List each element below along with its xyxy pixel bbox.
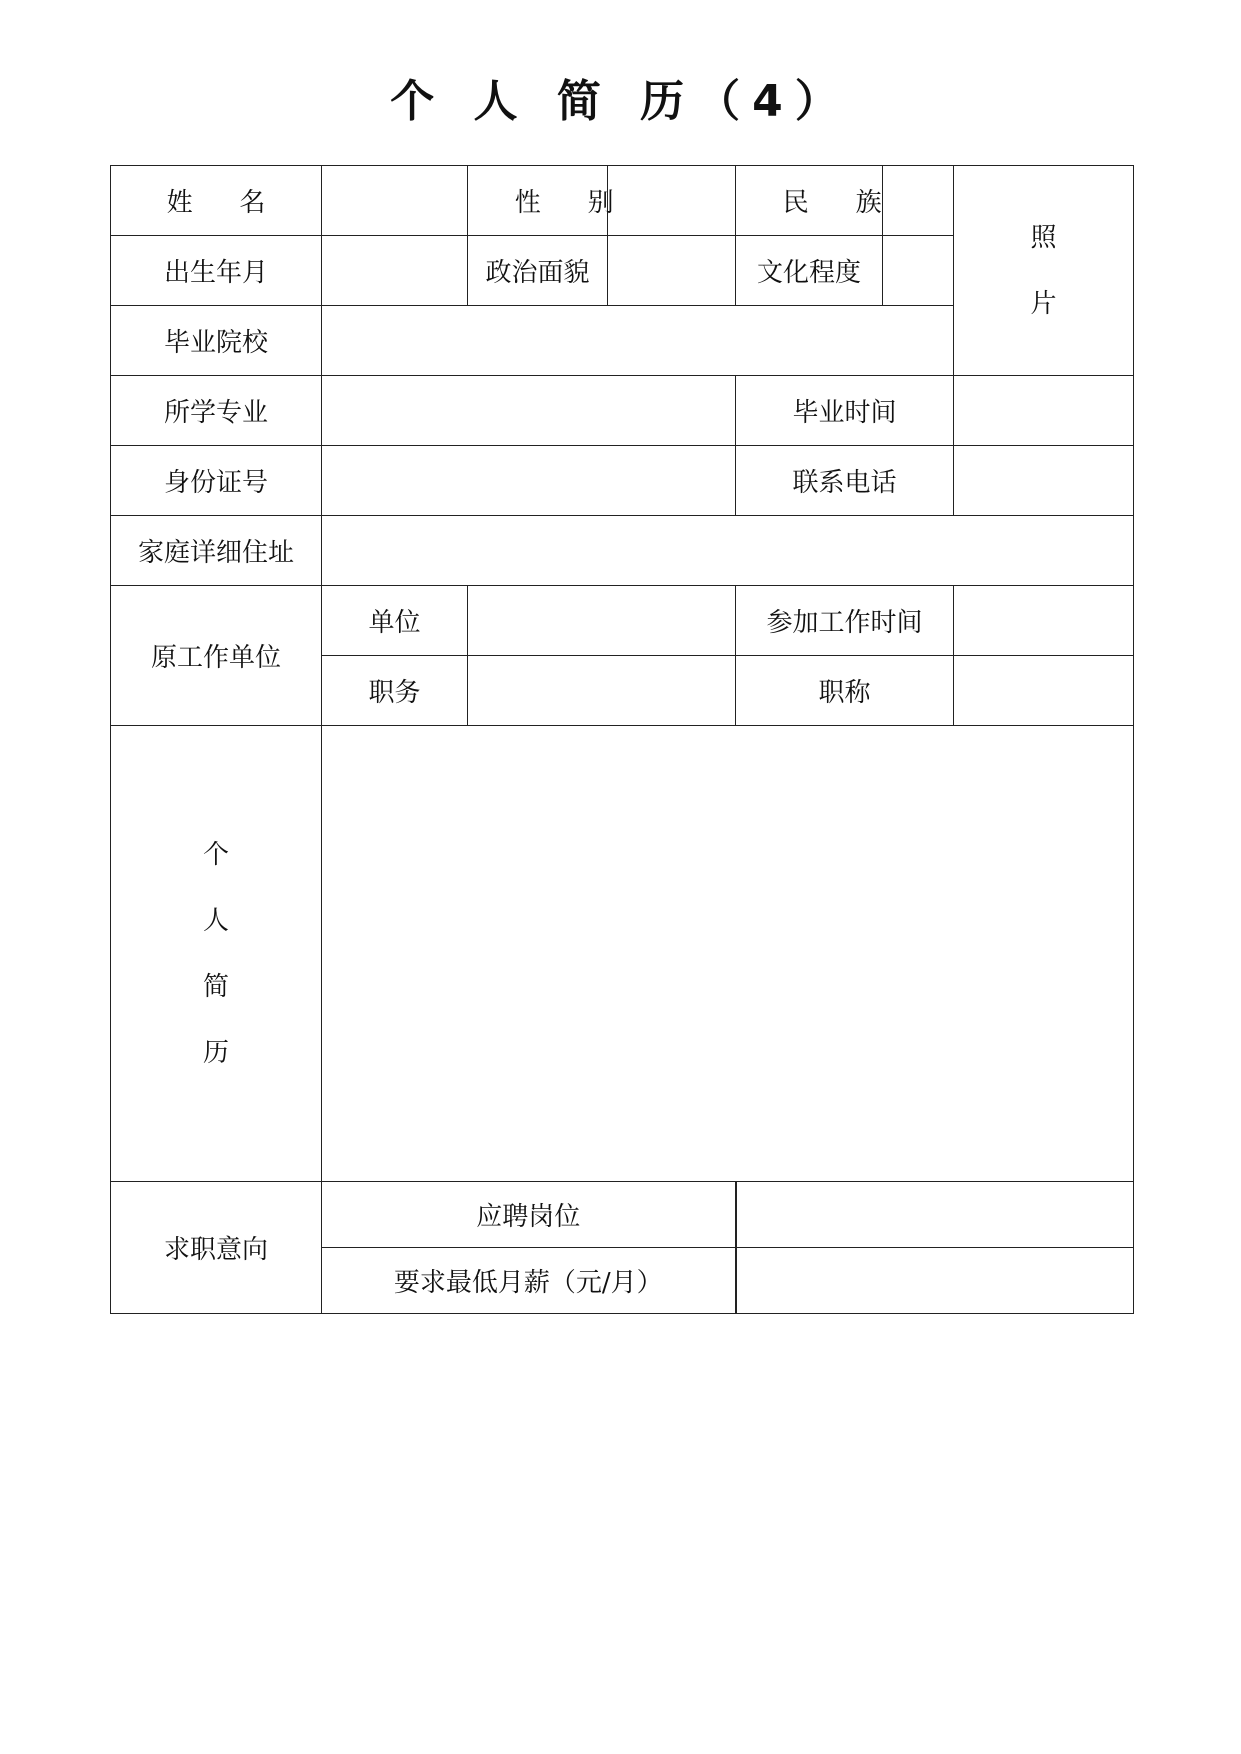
field-phone[interactable] bbox=[954, 446, 1134, 516]
row-address bbox=[111, 516, 1134, 586]
field-education[interactable] bbox=[883, 236, 954, 306]
field-unit[interactable] bbox=[468, 586, 736, 656]
photo-label-1: 照 bbox=[1030, 222, 1057, 253]
label-resume-char-1: 个 bbox=[202, 839, 229, 870]
label-position: 应聘岗位 bbox=[322, 1182, 736, 1248]
label-phone: 联系电话 bbox=[736, 446, 954, 516]
photo-label-2: 片 bbox=[1030, 288, 1057, 319]
field-address[interactable] bbox=[322, 516, 1134, 586]
label-min-salary: 要求最低月薪（元/月） bbox=[322, 1248, 736, 1314]
field-id-number[interactable] bbox=[322, 446, 736, 516]
photo-cell[interactable] bbox=[954, 166, 1134, 376]
field-name[interactable] bbox=[322, 166, 468, 236]
row-name bbox=[111, 166, 1134, 236]
label-prev-employer: 原工作单位 bbox=[111, 586, 322, 726]
field-resume[interactable] bbox=[322, 726, 1134, 1182]
label-major: 所学专业 bbox=[111, 376, 322, 446]
label-job-intent: 求职意向 bbox=[111, 1182, 322, 1314]
label-resume bbox=[111, 726, 322, 1182]
field-birth[interactable] bbox=[322, 236, 468, 306]
label-birth: 出生年月 bbox=[111, 236, 322, 306]
row-unit bbox=[111, 586, 1134, 656]
field-school[interactable] bbox=[322, 306, 954, 376]
label-gender: 性别 bbox=[468, 166, 608, 236]
label-resume-char-2: 人 bbox=[202, 905, 229, 936]
field-grad-time[interactable] bbox=[954, 376, 1134, 446]
page-title: 个 人 简 历（4） bbox=[390, 76, 851, 127]
resume-form bbox=[110, 165, 1134, 1314]
label-education: 文化程度 bbox=[736, 236, 883, 306]
row-id bbox=[111, 446, 1134, 516]
label-address: 家庭详细住址 bbox=[111, 516, 322, 586]
label-school: 毕业院校 bbox=[111, 306, 322, 376]
field-position[interactable] bbox=[736, 1182, 1134, 1248]
label-post: 职务 bbox=[322, 656, 468, 726]
label-resume-char-3: 简 bbox=[202, 971, 229, 1002]
field-political[interactable] bbox=[608, 236, 736, 306]
row-resume bbox=[111, 726, 1134, 1182]
label-id-number: 身份证号 bbox=[111, 446, 322, 516]
label-job-title: 职称 bbox=[736, 656, 954, 726]
label-grad-time: 毕业时间 bbox=[736, 376, 954, 446]
field-job-title[interactable] bbox=[954, 656, 1134, 726]
field-post[interactable] bbox=[468, 656, 736, 726]
label-political: 政治面貌 bbox=[468, 236, 608, 306]
field-min-salary[interactable] bbox=[736, 1248, 1134, 1314]
label-ethnicity: 民族 bbox=[736, 166, 883, 236]
row-major bbox=[111, 376, 1134, 446]
field-work-start[interactable] bbox=[954, 586, 1134, 656]
label-unit: 单位 bbox=[322, 586, 468, 656]
label-name: 姓名 bbox=[111, 166, 322, 236]
label-resume-char-4: 历 bbox=[202, 1037, 229, 1068]
label-work-start: 参加工作时间 bbox=[736, 586, 954, 656]
row-position bbox=[111, 1182, 1134, 1248]
field-major[interactable] bbox=[322, 376, 736, 446]
